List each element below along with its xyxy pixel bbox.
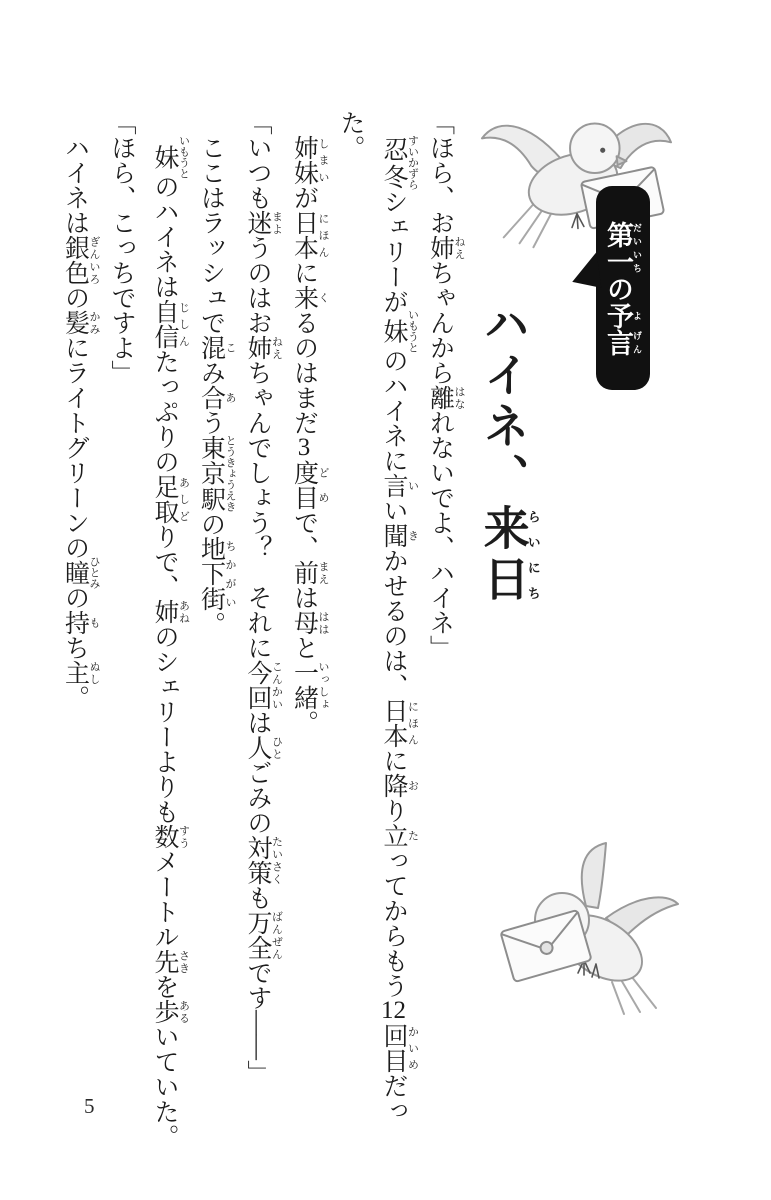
- text-line: た。: [337, 110, 364, 160]
- bubble-tail: [569, 252, 602, 292]
- text-line: 妹 いもうとのハイネは自信 じしんたっぷりの足取 あしどりで、姉 あねのシェリーよりも数 すうメートル先 さきを歩 あるいていた。: [151, 135, 190, 1149]
- page-number: 5: [84, 1094, 95, 1118]
- text-line: 「ほら、お姉 ねえちゃんから離 はなれないでよ、ハイネ」: [426, 110, 465, 660]
- text-line: 忍冬 すいかずらシェリーが妹 いもうとのハイネに言 いい聞 きかせるのは、日本 にほんに降 おり立 たってからもう12回目 かいめだっ: [380, 135, 419, 1123]
- text-line: 「いつも迷 まようのはお姉 ねえちゃんでしょう？ それに今回 こんかいは人 ひとごみの対策 たいさくも万全 ばんぜんです――」: [244, 110, 283, 1085]
- text-line: 「ほら、こっちですよ」: [108, 110, 135, 385]
- bird-envelope-icon: [490, 840, 680, 1024]
- chapter-number-bubble: [596, 186, 650, 390]
- chapter-title: ハイネ、来らい日にち: [477, 300, 541, 606]
- text-line: ここはラッシュで混 こみ合 あう東京駅 とうきょうえきの地下街 ちかがい。: [197, 135, 236, 637]
- text-line: ハイネは銀色 ぎんいろの髪 かみにライトグリーンの瞳 ひとみの持 もち主 ぬし。: [61, 135, 100, 710]
- text-line: 姉妹 しまいが日本 にほんに来 くるのはまだ3度目 どめで、前 まえは母 ははと一緒 いっしょ。: [290, 135, 329, 735]
- chapter-number-label: 第 だい一 いちの予 よ言 げん: [603, 220, 642, 356]
- body-text: [54, 110, 466, 1200]
- bird-with-envelope-bottom-illustration: [490, 840, 680, 1024]
